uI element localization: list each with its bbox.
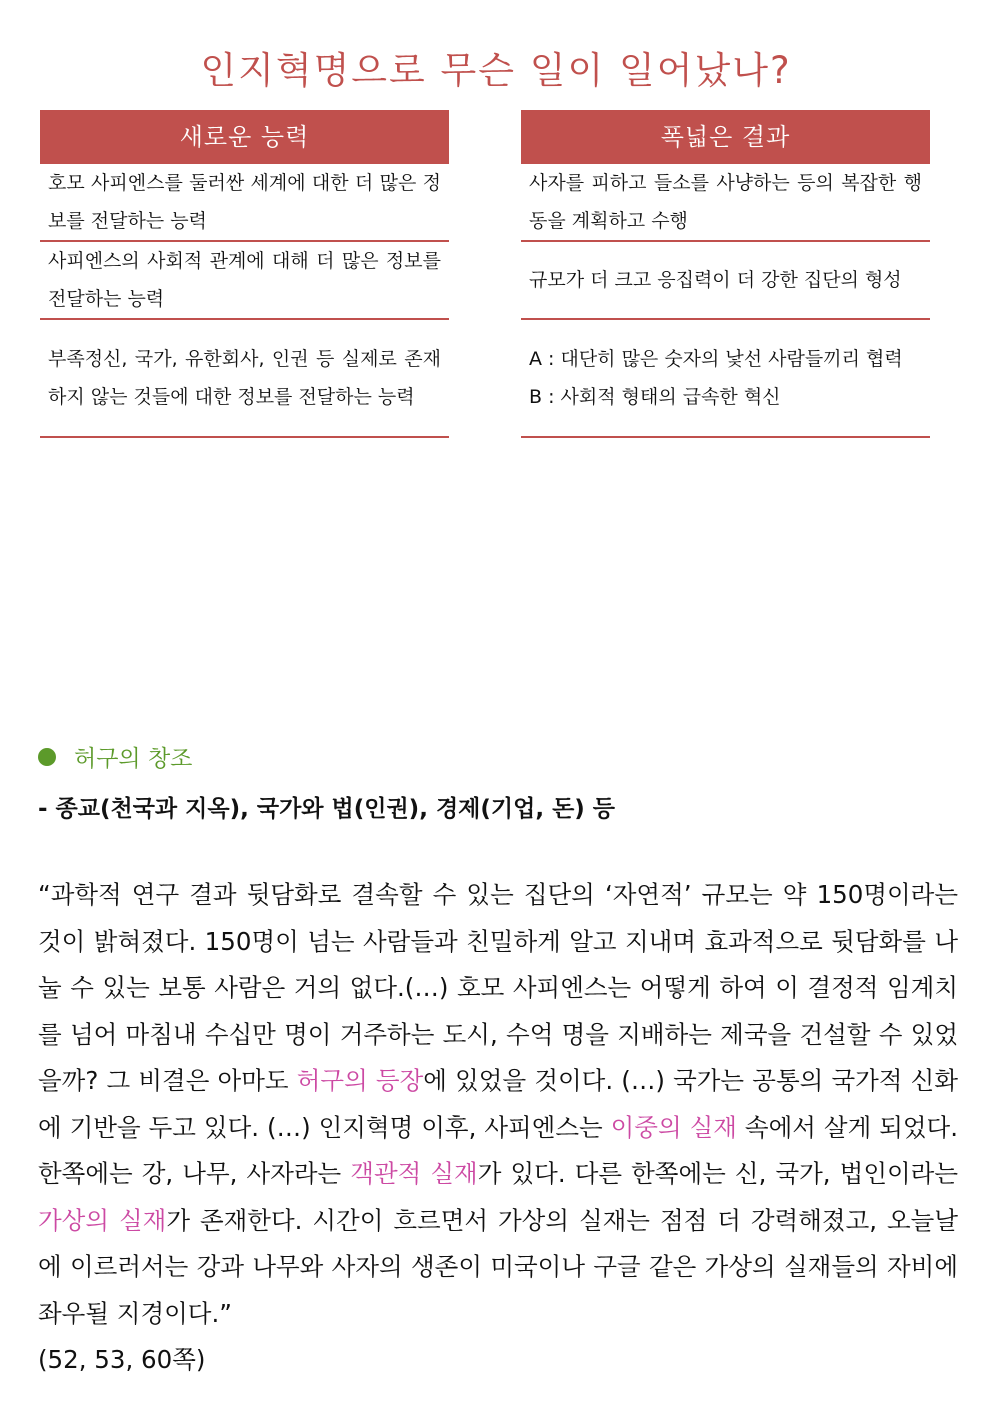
results-header: 폭넓은 결과 <box>521 110 930 164</box>
quote-text: 속에서 살게 되었다. 한쪽에는 강, 나무, 사자라는 <box>38 1112 958 1188</box>
section-heading-text: 허구의 창조 <box>74 746 193 772</box>
quote-highlight: 이중의 실재 <box>610 1112 737 1142</box>
cell-text: 규모가 더 크고 응집력이 더 강한 집단의 형성 <box>529 269 902 291</box>
cell-text: 사피엔스의 사회적 관계에 대해 더 많은 정보를 전달하는 능력 <box>48 250 441 310</box>
cell-text: 사자를 피하고 들소를 사냥하는 등의 복잡한 행동을 계획하고 수행 <box>529 172 922 232</box>
quote-citation: (52, 53, 60쪽) <box>38 1345 206 1374</box>
quote-highlight: 허구의 등장 <box>296 1066 424 1095</box>
abilities-header: 새로운 능력 <box>40 110 449 164</box>
quote-text: 가 있다. 다른 한쪽에는 신, 국가, 법인이라는 <box>477 1159 958 1188</box>
table-cell <box>40 320 449 438</box>
quote-text: “과학적 연구 결과 뒷담화로 결속할 수 있는 집단의 ‘자연적’ 규모는 약 150명이라는 것이 밝혀졌다. 150명이 넘는 사람들과 친밀하게 알고 지내며 효과적으로 뒷담화를 나눌 수 있는 보통 사람은 거의 없다.(…) 호모 사피엔스는 어떻게 하여 이 결정적 임계치를 넘어 마침내 수십만 명이 거주하는 도시, 수억 명을 지배하는 제국을 건설할 수 있었을까? 그 비결은 아마도 <box>38 880 958 1095</box>
abilities-column <box>40 110 449 438</box>
quote-text: 에 있었을 것이다. (…) 국가는 공통의 국가적 신화에 기반을 두고 있다. (…) 인지혁명 이후, 사피엔스는 <box>38 1066 958 1142</box>
table-cell <box>521 242 930 320</box>
table-cell <box>40 242 449 320</box>
bullet-dot-icon <box>38 748 56 766</box>
quote-highlight: 가상의 실재 <box>38 1205 167 1235</box>
results-column <box>521 110 930 438</box>
cell-text: 호모 사피엔스를 둘러싼 세계에 대한 더 많은 정보를 전달하는 능력 <box>48 172 441 232</box>
table-cell <box>521 320 930 438</box>
page-title: 인지혁명으로 무슨 일이 일어났나? <box>200 49 792 92</box>
quote-paragraph <box>38 872 958 1384</box>
table-cell <box>40 164 449 242</box>
cell-text-b: B : 사회적 형태의 급속한 혁신 <box>529 386 781 408</box>
section-subline: - 종교(천국과 지옥), 국가와 법(인권), 경제(기업, 돈) 등 <box>38 796 616 822</box>
cell-text: 부족정신, 국가, 유한회사, 인권 등 실제로 존재하지 않는 것들에 대한 정보를 전달하는 능력 <box>48 348 441 408</box>
quote-text: 가 존재한다. 시간이 흐르면서 가상의 실재는 점점 더 강력해졌고, 오늘날에 이르러서는 강과 나무와 사자의 생존이 미국이나 구글 같은 가상의 실재들의 자비에 좌우될 지경이다.” <box>38 1205 958 1328</box>
cell-text-a: A : 대단히 많은 숫자의 낯선 사람들끼리 협력 <box>529 348 903 370</box>
section-heading <box>38 740 192 773</box>
quote-highlight: 객관적 실재 <box>350 1159 478 1188</box>
table-cell <box>521 164 930 242</box>
